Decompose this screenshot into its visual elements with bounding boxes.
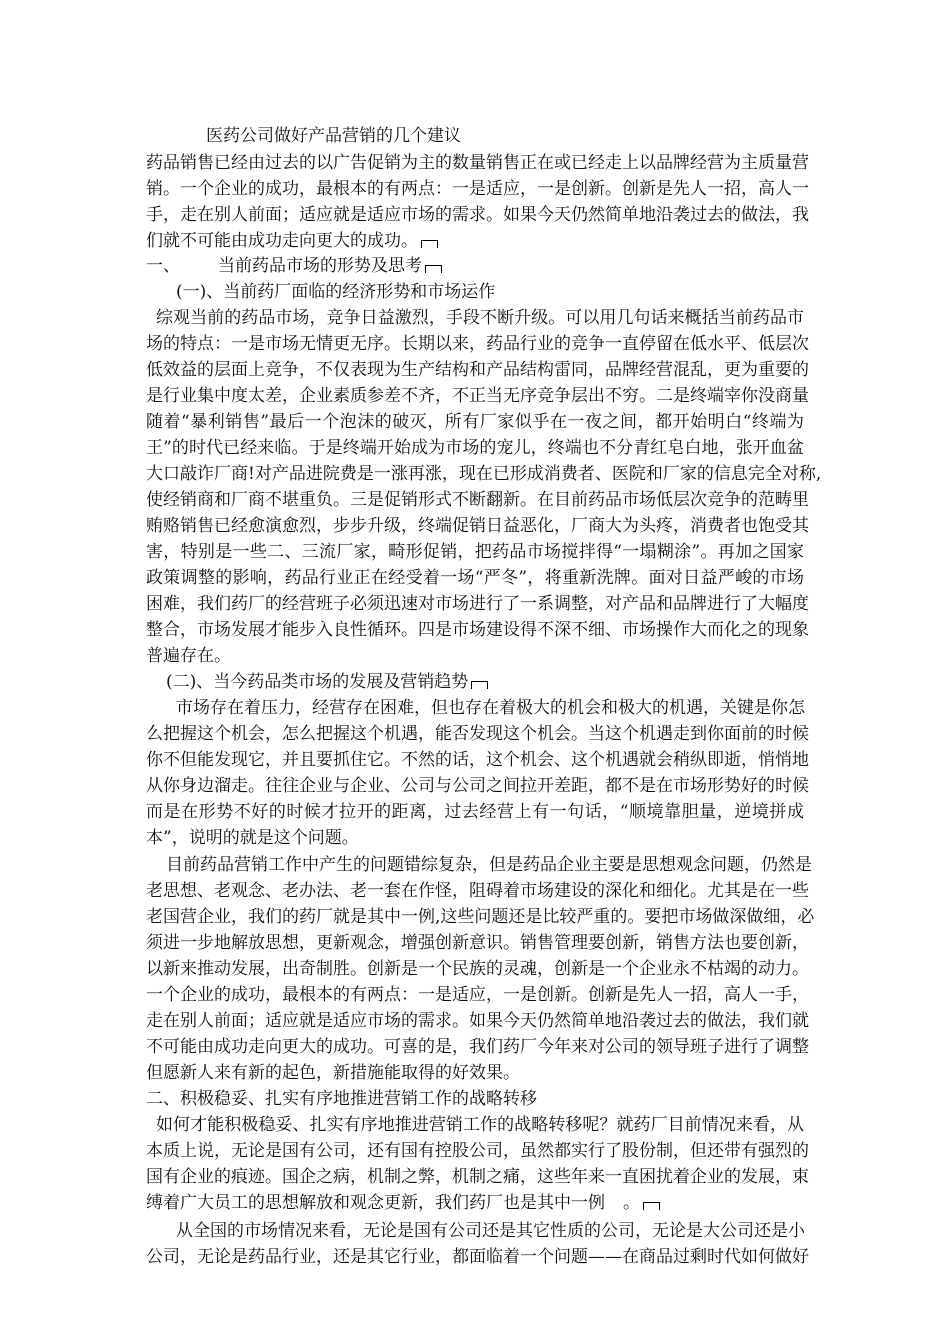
sub1-line: 害，特别是一些二、三流厂家，畸形促销，把药品市场搅拌得“一塌糊涂”。再加之国家 (146, 542, 804, 562)
sub1-line: 是行业集中度太差，企业素质参差不齐，不正当无序竞争层出不穷。二是终端宰你没商量 (146, 386, 809, 406)
sub2b-line: 老国营企业，我们的药厂就是其中一例,这些问题还是比较严重的。要把市场做深做细，必 (146, 907, 815, 927)
sub2-line: 从你身边溜走。往往企业与企业、公司与公司之间拉开差距，都不是在市场形势好的时候 (146, 776, 809, 796)
sub2b-line: 老思想、老观念、老办法、老一套在作怪，阻碍着市场建设的深化和细化。尤其是在一些 (146, 881, 809, 901)
sub2b-line: 一个企业的成功，最根本的有两点：一是适应，一是创新。创新是先人一招，高人一手， (146, 985, 809, 1005)
sub1-heading: (一)、当前药厂面临的经济形势和市场运作 (176, 282, 496, 302)
sub1-line-last: 普遍存在。 (146, 646, 231, 666)
sub2b-line: 以新来推动发展，出奇制胜。创新是一个民族的灵魂，创新是一个企业永不枯竭的动力。 (146, 959, 809, 979)
sub2b-line-last: 但愿新人来有新的起色，新措施能取得的好效果。 (146, 1063, 520, 1083)
intro-line-last (146, 229, 438, 253)
intro-text: 们就不可能由成功走向更大的成功。 (146, 231, 418, 251)
sub2b-line: 须进一步地解放思想，更新观念，增强创新意识。销售管理要创新，销售方法也要创新， (146, 933, 809, 953)
sec2-line: 如何才能积极稳妥、扎实有序地推进营销工作的战略转移呢？就药厂目前情况来看，从 (156, 1115, 804, 1135)
sub1-line: 整合，市场发展才能步入良性循环。四是市场建设得不深不细、市场操作大而化之的现象 (146, 620, 809, 640)
sub1-line: 场的特点：一是市场无情更无序。长期以来，药品行业的竞争一直停留在低水平、低层次 (146, 334, 809, 354)
sub2b-line: 走在别人前面；适应就是适应市场的需求。如果今天仍然简单地沿袭过去的做法，我们就 (146, 1011, 809, 1031)
paragraph-mark-icon (643, 1202, 660, 1210)
sub1-line: 低效益的层面上竞争，不仅表现为生产结构和产品结构雷同，品牌经营混乱，更为重要的 (146, 360, 809, 380)
sec2-line-last (146, 1191, 660, 1215)
paragraph-mark-icon (471, 681, 488, 689)
sub1-line: 综观当前的药品市场，竞争日益激烈，手段不断升级。可以用几句话来概括当前药品市 (156, 308, 804, 328)
sec2b-line: 从全国的市场情况来看，无论是国有公司还是其它性质的公司，无论是大公司还是小 (176, 1221, 805, 1241)
sub1-line: 随着“暴利销售”最后一个泡沫的破灭，所有厂家似乎在一夜之间，都开始明白“终端为 (146, 412, 804, 432)
sec2-period: 。 (623, 1193, 640, 1213)
sub2-line: 而是在形势不好的时候才拉开的距离，过去经营上有一句话，“顺境靠胆量，逆境拼成 (146, 802, 804, 822)
sec2-line: 本质上说，无论是国有公司，还有国有控股公司，虽然都实行了股份制，但还带有强烈的 (146, 1141, 809, 1161)
section1-title: 当前药品市场的形势及思考 (218, 256, 422, 276)
sub1-line: 使经销商和厂商不堪重负。三是促销形式不断翻新。在目前药品市场低层次竞争的范畴里 (146, 490, 809, 510)
intro-line: 手，走在别人前面；适应就是适应市场的需求。如果今天仍然简单地沿袭过去的做法，我 (146, 205, 809, 225)
sub2-title: (二)、当今药品类市场的发展及营销趋势 (166, 672, 469, 692)
sub2-line-last: 本”，说明的就是这个问题。 (146, 828, 359, 848)
sub1-line: 政策调整的影响，药品行业正在经受着一场“严冬”，将重新洗牌。面对日益严峻的市场 (146, 568, 804, 588)
intro-line: 药品销售已经由过去的以广告促销为主的数量销售正在或已经走上以品牌经营为主质量营 (146, 153, 809, 173)
paragraph-mark-icon (421, 240, 438, 248)
sub1-line: 困难，我们药厂的经营班子必须迅速对市场进行了一系调整，对产品和品牌进行了大幅度 (146, 594, 809, 614)
sub2-line: 你不但能发现它，并且要抓住它。不然的话，这个机会、这个机遇就会稍纵即逝，悄悄地 (146, 750, 809, 770)
document-title: 医药公司做好产品营销的几个建议 (206, 126, 461, 146)
sec2b-line: 公司，无论是药品行业，还是其它行业，都面临着一个问题——在商品过剩时代如何做好 (146, 1247, 809, 1267)
sub2-line: 么把握这个机会，怎么把握这个机遇，能否发现这个机会。当这个机遇走到你面前的时候 (146, 724, 809, 744)
paragraph-mark-icon (425, 265, 442, 273)
sec2-line: 国有企业的痕迹。国企之病，机制之弊，机制之痛，这些年来一直困扰着企业的发展，束 (146, 1167, 809, 1187)
sub2-line: 市场存在着压力，经营存在困难，但也存在着极大的机会和极大的机遇，关键是你怎 (176, 698, 805, 718)
section2-heading: 二、积极稳妥、扎实有序地推进营销工作的战略转移 (146, 1089, 537, 1109)
sub2-heading (166, 670, 488, 694)
sub2b-line: 目前药品营销工作中产生的问题错综复杂，但是药品企业主要是思想观念问题，仍然是 (166, 855, 812, 875)
intro-line: 销。一个企业的成功，最根本的有两点：一是适应，一是创新。创新是先人一招，高人一 (146, 179, 809, 199)
section1-number: 一、 (146, 256, 180, 276)
sec2-text: 缚着广大员工的思想解放和观念更新，我们药厂也是其中一例 (146, 1193, 605, 1213)
section1-heading (146, 254, 442, 278)
sub2b-line: 不可能由成功走向更大的成功。可喜的是，我们药厂今年来对公司的领导班子进行了调整 (146, 1037, 809, 1057)
sub1-line: 大口敲诈厂商!对产品进院费是一涨再涨，现在已形成消费者、医院和厂家的信息完全对称, (146, 464, 822, 484)
sub1-line: 王”的时代已经来临。于是终端开始成为市场的宠儿，终端也不分青红皂白地，张开血盆 (146, 438, 804, 458)
sub1-line: 贿赂销售已经愈演愈烈，步步升级，终端促销日益恶化，厂商大为头疼，消费者也饱受其 (146, 516, 809, 536)
